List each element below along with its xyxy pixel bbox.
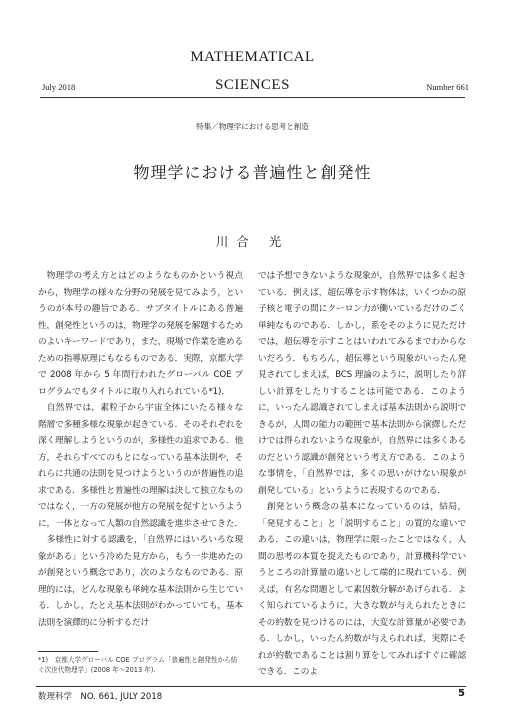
right-column <box>258 268 466 688</box>
magazine-title-line2: SCIENCES <box>215 77 290 93</box>
author-name: 川合 光 <box>215 234 290 249</box>
page-number: 5 <box>458 688 465 699</box>
magazine-title-line1: MATHEMATICAL <box>190 49 315 65</box>
series-label: 特集／物理学における思考と創造 <box>196 122 309 131</box>
footnote: *1) 京都大学グローバル COE プログラム「普遍性と創発性から紡ぐ次世代物理学」(2008 年〜2013 年). <box>38 656 238 674</box>
article-title: 物理学における普遍性と創発性 <box>133 163 372 182</box>
issue-number: Number 661 <box>426 82 469 92</box>
paragraph: では予想できないような現象が，自然界では多く起きている．例えば，超伝導を示す物体は，いくつかの原子核と電子の間にクーロン力が働いているだけのごく単純なものである．しかし，系をそのように見ただけでは，超伝導を示すことはいわれてみるまでわからないだろう．もちろん，超伝導という現象がいったん発見されてしまえば，BCS 理論のように，説明したり詳しい計算をしたりすることは可能である．このように，いったん認識されてしまえば基本法則から説明できるが，人間の能力の範囲で基本法則から演繹しただけでは得られないような現象が，自然界には多くあるのだという認識が創発という考え方である．このような事情を，「自然界では，多くの思いがけない現象が創発している」というように表現するのである． <box>258 271 466 496</box>
paragraph: 多様性に対する認識を，「自然界にはいろいろな現象がある」という冷めた見方から，もう一歩進めたのが創発という概念であり，次のようなものである．原理的には，どんな現象も単純な基本法則から生じている．しかし，たとえ基本法則がわかっていても，基本法則を演繹的に分析するだけ <box>38 535 243 628</box>
paragraph: 物理学の考え方とはどのようなものかという視点から，物理学の様々な分野の発展を見てみよう，というのが本号の趣旨である．サブタイトルにある普遍性，創発性というのは，物理学の発展を解題するためのよいキーワードであり，また，現場で作業を進めるための指導原理にもなるものである．実際，京都大学で 2008 年から 5 年間行われたグローバル COE プログラムでもタイトルに取り入れられている*1)． <box>38 271 243 397</box>
paragraph: 自然界では，素粒子から宇宙全体にいたる様々な階層で多種多様な現象が起きている．そのそれぞれを深く理解しようというのが，多様性の追求である．他方，それらすべてのもとになっている基本法則や，それらに共通の法則を見つけようというのが普遍性の追求である．多様性と普遍性の理解は決して独立なものではなく，一方の発展が他方の発展を促すというように，一体となって人類の自然認識を進歩させてきた． <box>38 403 243 529</box>
header-rule <box>40 97 465 98</box>
left-column <box>38 268 243 648</box>
footnote-rule <box>38 651 98 652</box>
footer-journal: 数理科学 NO. 661, JULY 2018 <box>38 692 163 702</box>
footer-rule <box>36 686 466 687</box>
paragraph: 創発という概念の基本になっているのは，結局，「発見すること」と「説明すること」の質的な違いである．この違いは，物理学に限ったことではなく，人間の思考の本質を捉えたものであり，計算機科学でいうところの計算量の違いとして端的に現れている．例えば，有名な問題として素因数分解があげられる．よく知られているように，大きな数が与えられたときにその約数を見つけるのには，大変な計算量が必要である．しかし，いったん約数が与えられれば，実際にそれが約数であることは割り算をしてみればすぐに確認できる．このよ <box>258 502 466 677</box>
issue-date: July 2018 <box>42 82 76 92</box>
